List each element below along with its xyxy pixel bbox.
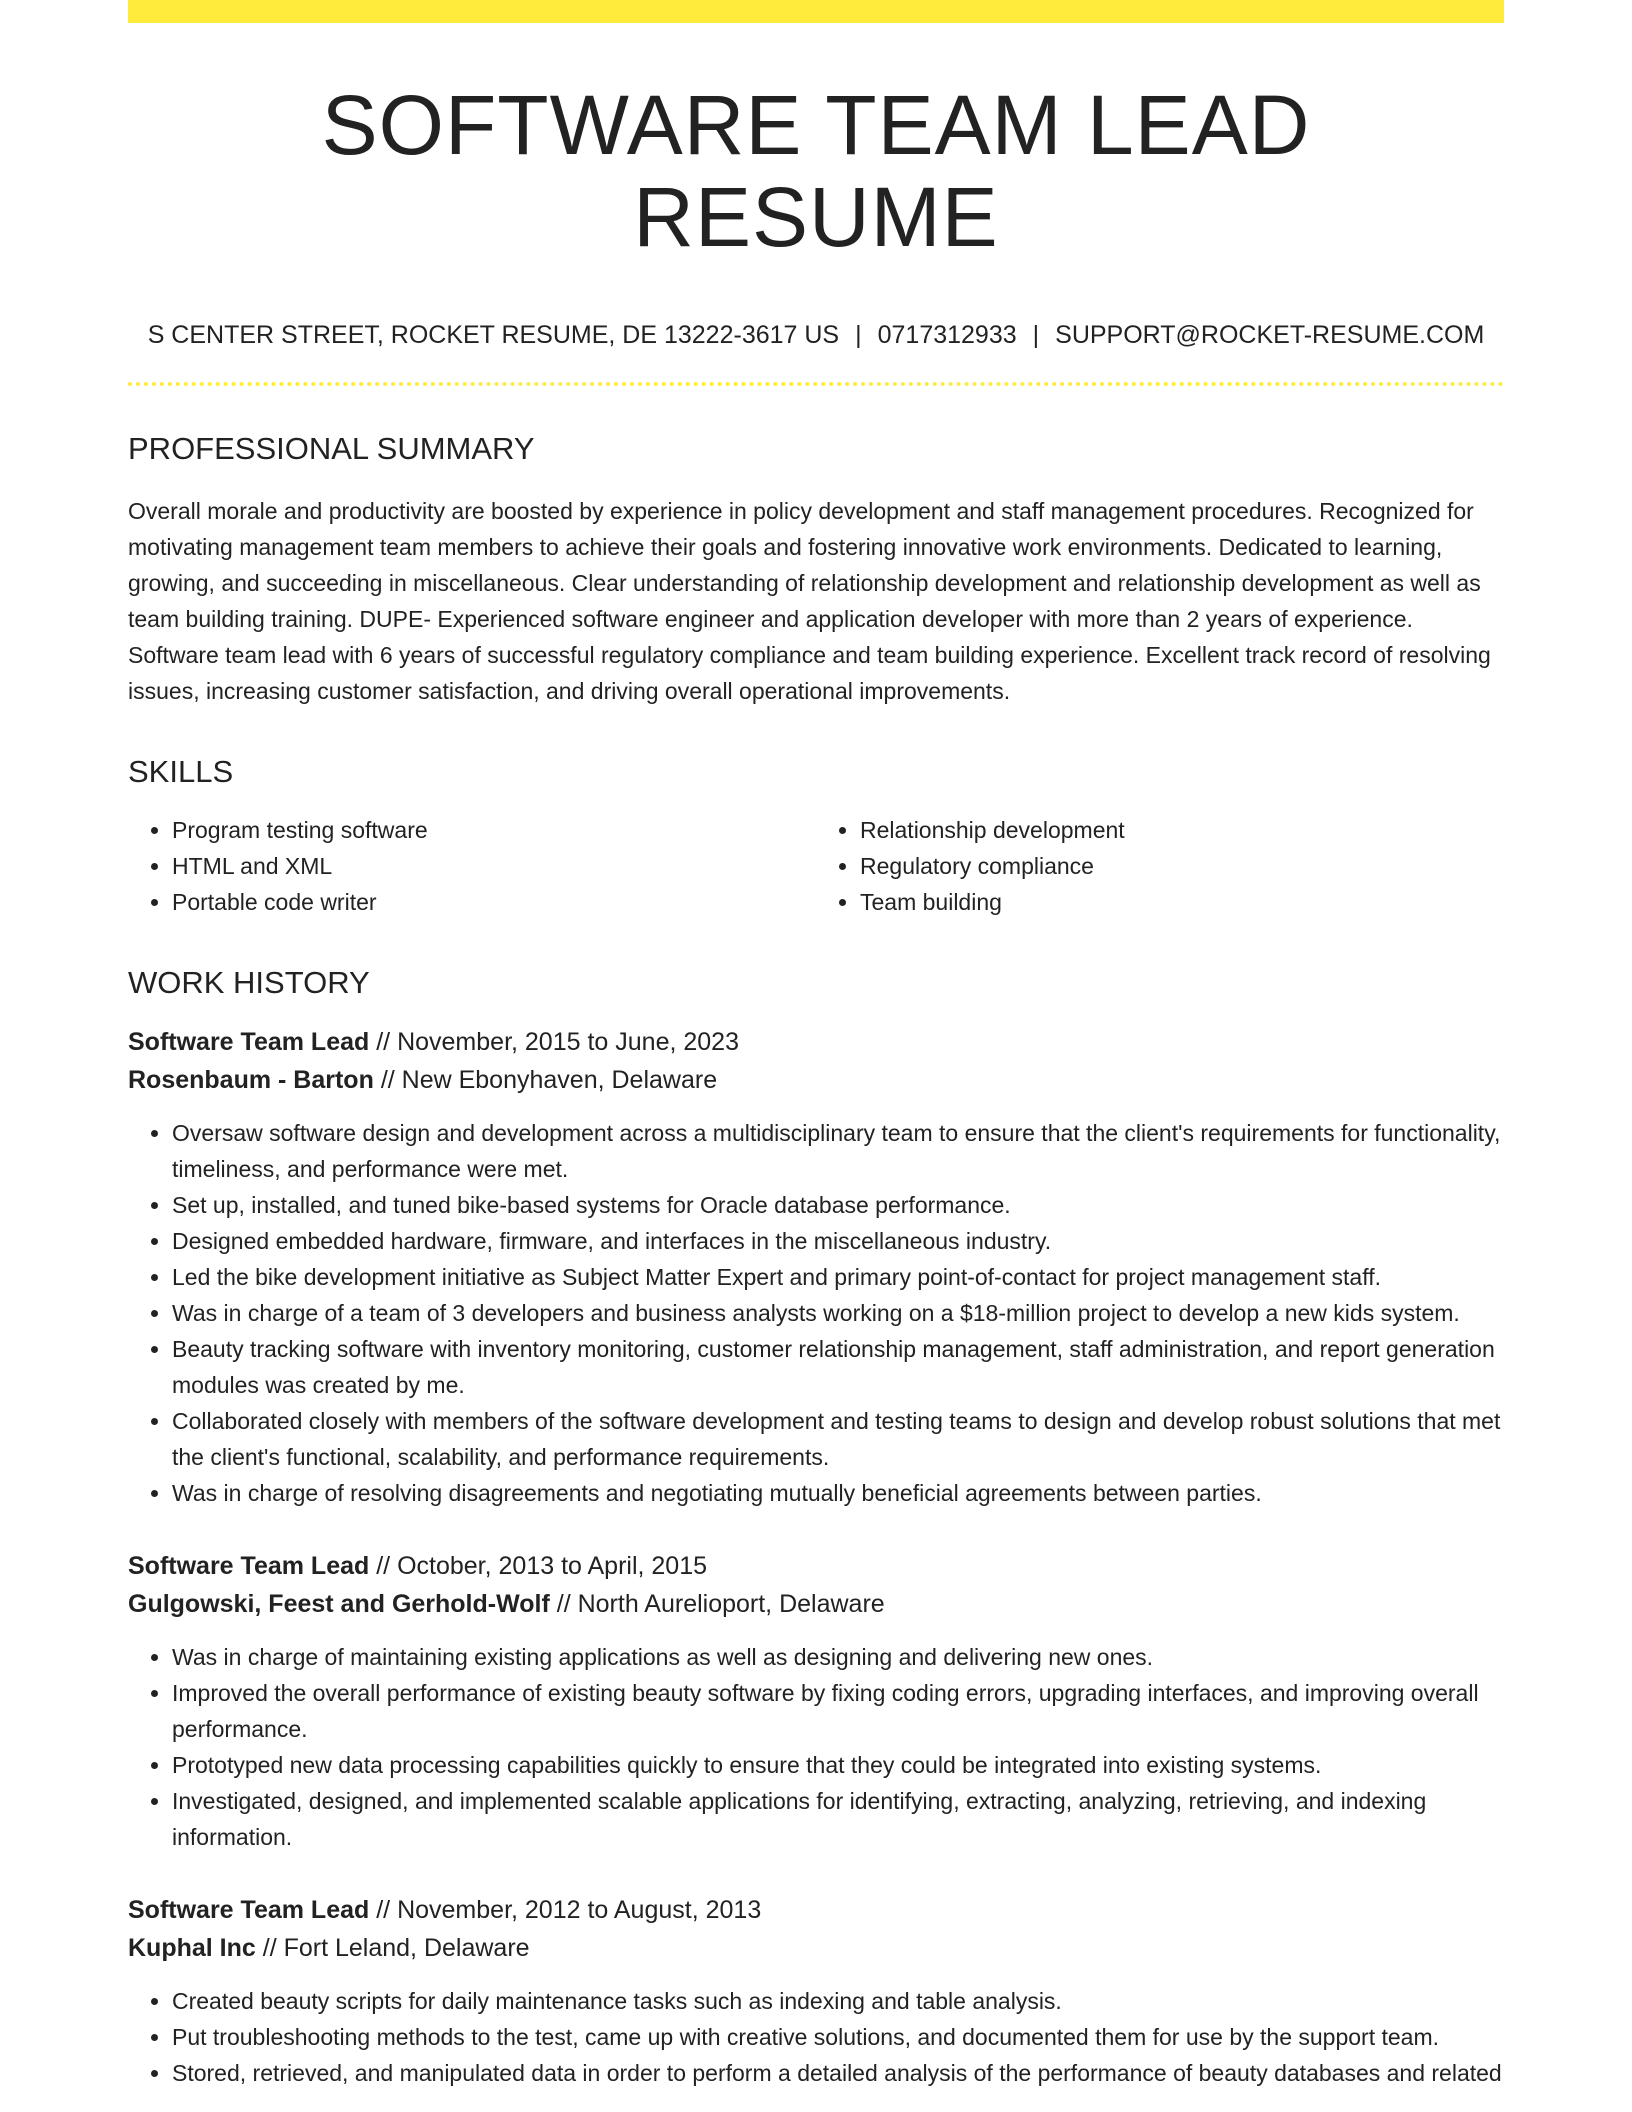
job-entry <box>128 1547 1504 1855</box>
job-bullet: • Oversaw software design and development across a multidisciplinary team to ensure that the client's requirements for functionality, timeliness, and performance were met. <box>172 1115 1504 1187</box>
job-bullets <box>128 1983 1504 2091</box>
summary-heading: PROFESSIONAL SUMMARY <box>128 430 535 466</box>
skill-item: • Program testing software <box>172 812 816 848</box>
job-bullet: • Improved the overall performance of existing beauty software by fixing coding errors, upgrading interfaces, and improving overall performance. <box>172 1675 1504 1747</box>
summary-text: Overall morale and productivity are boosted by experience in policy development and staff management procedures. Recognized for motivating management team members to achieve their goals and fostering innovative work environments. Dedicated to learning, growing, and succeeding in miscellaneous. Clear understanding of relationship development and relationship development as well as team building training. DUPE- Experienced software engineer and application developer with more than 2 years of experience. Software team lead with 6 years of successful regulatory compliance and team building experience. Excellent track record of resolving issues, increasing customer satisfaction, and driving overall operational improvements. <box>128 497 1491 704</box>
resume-page <box>128 0 1504 2091</box>
job-bullet: • Set up, installed, and tuned bike-based systems for Oracle database performance. <box>172 1187 1504 1223</box>
job-bullet: • Was in charge of resolving disagreements and negotiating mutually beneficial agreements between parties. <box>172 1475 1504 1511</box>
job-bullets <box>128 1115 1504 1511</box>
contact-address: S CENTER STREET, ROCKET RESUME, DE 13222-3617 US <box>147 320 840 349</box>
skill-item: • Relationship development <box>860 812 1504 848</box>
job-bullet: • Stored, retrieved, and manipulated data in order to perform a detailed analysis of the performance of beauty databases and related <box>172 2055 1504 2091</box>
job-location: // North Aurelioport, Delaware <box>556 1590 885 1619</box>
job-company: Kuphal Inc <box>128 1934 256 1963</box>
job-title-line <box>128 1891 1504 1929</box>
job-company-line <box>128 1061 1504 1099</box>
job-title: Software Team Lead <box>128 1028 370 1057</box>
contact-email[interactable]: SUPPORT@ROCKET-RESUME.COM <box>1055 320 1485 349</box>
job-bullet: • Investigated, designed, and implemented scalable applications for identifying, extracting, analyzing, retrieving, and indexing information. <box>172 1783 1504 1855</box>
job-bullet: • Beauty tracking software with inventory monitoring, customer relationship management, staff administration, and report generation modules was created by me. <box>172 1331 1504 1403</box>
job-title-line <box>128 1023 1504 1061</box>
job-dates: // November, 2012 to August, 2013 <box>376 1896 762 1925</box>
skills-columns <box>128 812 1504 920</box>
skills-heading: SKILLS <box>128 753 234 789</box>
job-company-line <box>128 1585 1504 1623</box>
job-bullet: • Led the bike development initiative as Subject Matter Expert and primary point-of-contact for project management staff. <box>172 1259 1504 1295</box>
job-dates: // November, 2015 to June, 2023 <box>376 1028 739 1057</box>
job-bullet: • Was in charge of maintaining existing applications as well as designing and delivering new ones. <box>172 1639 1504 1675</box>
skill-item: • HTML and XML <box>172 848 816 884</box>
job-bullets <box>128 1639 1504 1855</box>
contact-line <box>128 320 1504 350</box>
job-bullet: • Created beauty scripts for daily maintenance tasks such as indexing and table analysis. <box>172 1983 1504 2019</box>
work-history-heading: WORK HISTORY <box>128 965 370 1001</box>
job-title: Software Team Lead <box>128 1552 370 1581</box>
job-title-line <box>128 1547 1504 1585</box>
job-company: Gulgowski, Feest and Gerhold-Wolf <box>128 1590 550 1619</box>
job-location: // New Ebonyhaven, Delaware <box>380 1066 718 1095</box>
skills-list-right <box>816 812 1504 920</box>
job-title: Software Team Lead <box>128 1896 370 1925</box>
job-bullet: • Put troubleshooting methods to the test, came up with creative solutions, and documented them for use by the support team. <box>172 2019 1504 2055</box>
job-bullet: • Was in charge of a team of 3 developers and business analysts working on a $18-million project to develop a new kids system. <box>172 1295 1504 1331</box>
job-company-line <box>128 1929 1504 1967</box>
resume-title: SOFTWARE TEAM LEAD RESUME <box>321 78 1311 265</box>
job-bullet: • Designed embedded hardware, firmware, and interfaces in the miscellaneous industry. <box>172 1223 1504 1259</box>
dotted-divider <box>128 382 1504 386</box>
job-dates: // October, 2013 to April, 2015 <box>376 1552 708 1581</box>
job-entry <box>128 1023 1504 1511</box>
accent-top-bar <box>128 0 1504 23</box>
job-location: // Fort Leland, Delaware <box>262 1934 530 1963</box>
job-bullet: • Collaborated closely with members of the software development and testing teams to design and develop robust solutions that met the client's functional, scalability, and performance requirements. <box>172 1403 1504 1475</box>
skills-list-left <box>128 812 816 920</box>
job-bullet: • Prototyped new data processing capabilities quickly to ensure that they could be integrated into existing systems. <box>172 1747 1504 1783</box>
job-company: Rosenbaum - Barton <box>128 1066 374 1095</box>
contact-separator: | <box>855 320 862 349</box>
skill-item: • Team building <box>860 884 1504 920</box>
contact-phone: 0717312933 <box>877 320 1017 349</box>
contact-separator: | <box>1032 320 1040 349</box>
skill-item: • Portable code writer <box>172 884 816 920</box>
skill-item: • Regulatory compliance <box>860 848 1504 884</box>
job-entry <box>128 1891 1504 2091</box>
